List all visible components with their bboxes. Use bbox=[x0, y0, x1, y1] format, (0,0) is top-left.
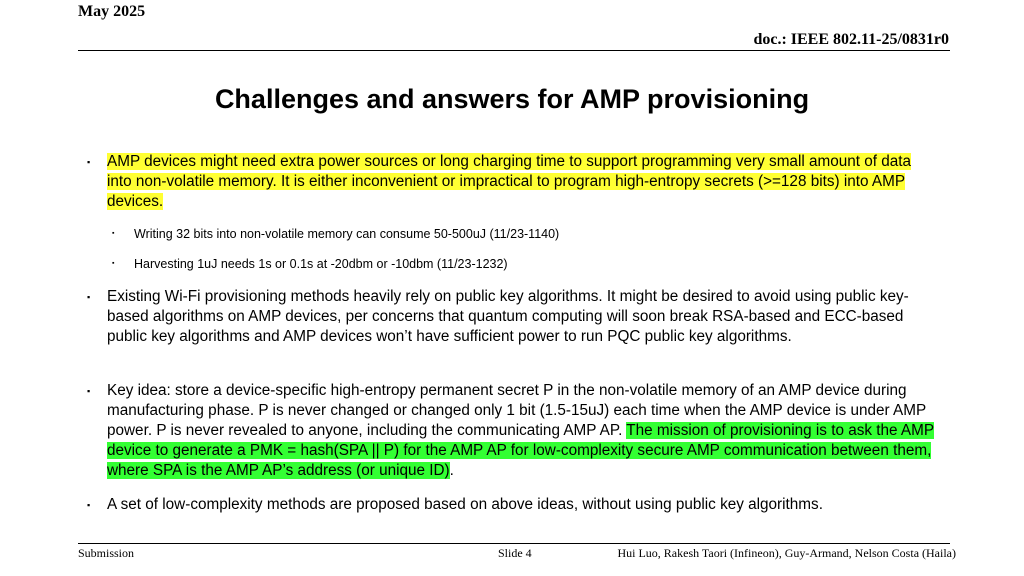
bullet-marker-icon: ▪ bbox=[87, 292, 91, 302]
footer-slide-number: Slide 4 bbox=[498, 546, 532, 560]
bullet-item-3 bbox=[87, 381, 937, 481]
bullet-item-4 bbox=[87, 495, 937, 515]
footer-submission: Submission bbox=[78, 546, 135, 560]
bullet-text-1: AMP devices might need extra power sources or long charging time to support programming very small amount of data into non-volatile memory. It is either inconvenient or impractical to program high-entropy secrets (>=128 bits) into AMP devices. bbox=[107, 153, 912, 210]
bullet-marker-icon: ▪ bbox=[112, 260, 115, 267]
bullet-text-3: Key idea: store a device-specific high-entropy permanent secret P in the non-volatile memory of an AMP device during manufacturing phase. P is never changed or changed only 1 bit (1.5-15uJ) each time when the AMP device is under AMP power. P is never revealed to anyone, including the communicating AMP AP. bbox=[107, 382, 926, 439]
header-doc-id: doc.: IEEE 802.11-25/0831r0 bbox=[753, 31, 949, 48]
bullet-marker-icon: ▪ bbox=[87, 157, 91, 167]
sub-bullet-item-2 bbox=[112, 256, 924, 272]
sub-bullet-text-1: Writing 32 bits into non-volatile memory can consume 50-500uJ (11/23-1140) bbox=[134, 227, 560, 241]
bullet-item-1 bbox=[87, 152, 937, 212]
bullet-marker-icon: ▪ bbox=[112, 230, 115, 237]
slide-title: Challenges and answers for AMP provisioning bbox=[214, 84, 810, 114]
bullet-text-3-end: . bbox=[449, 462, 454, 479]
header-divider bbox=[78, 50, 950, 51]
bullet-marker-icon: ▪ bbox=[87, 386, 91, 396]
sub-bullet-text-2: Harvesting 1uJ needs 1s or 0.1s at -20dbm or -10dbm (11/23-1232) bbox=[134, 257, 508, 271]
bullet-text-2: Existing Wi-Fi provisioning methods heavily rely on public key algorithms. It might be desired to avoid using public key-based algorithms on AMP devices, per concerns that quantum computing will soon break RSA-based and ECC-based public key algorithms and AMP devices won’t have sufficient power to run PQC public key algorithms. bbox=[107, 288, 909, 345]
bullet-marker-icon: ▪ bbox=[87, 500, 91, 510]
bullet-text-4: A set of low-complexity methods are proposed based on above ideas, without using public key algorithms. bbox=[107, 496, 823, 513]
sub-bullet-item-1 bbox=[112, 226, 924, 242]
bullet-text-3-highlight: The mission of provisioning is to ask the AMP device to generate a PMK = hash(SPA || P) for the AMP AP for low-complexity secure AMP communication between them, where SPA is the AMP AP’s address (or unique ID) bbox=[107, 422, 935, 479]
footer-divider bbox=[78, 543, 950, 544]
footer-authors: Hui Luo, Rakesh Taori (Infineon), Guy-Armand, Nelson Costa (Haila) bbox=[617, 546, 956, 560]
bullet-item-2 bbox=[87, 287, 937, 347]
header-date: May 2025 bbox=[78, 3, 146, 20]
